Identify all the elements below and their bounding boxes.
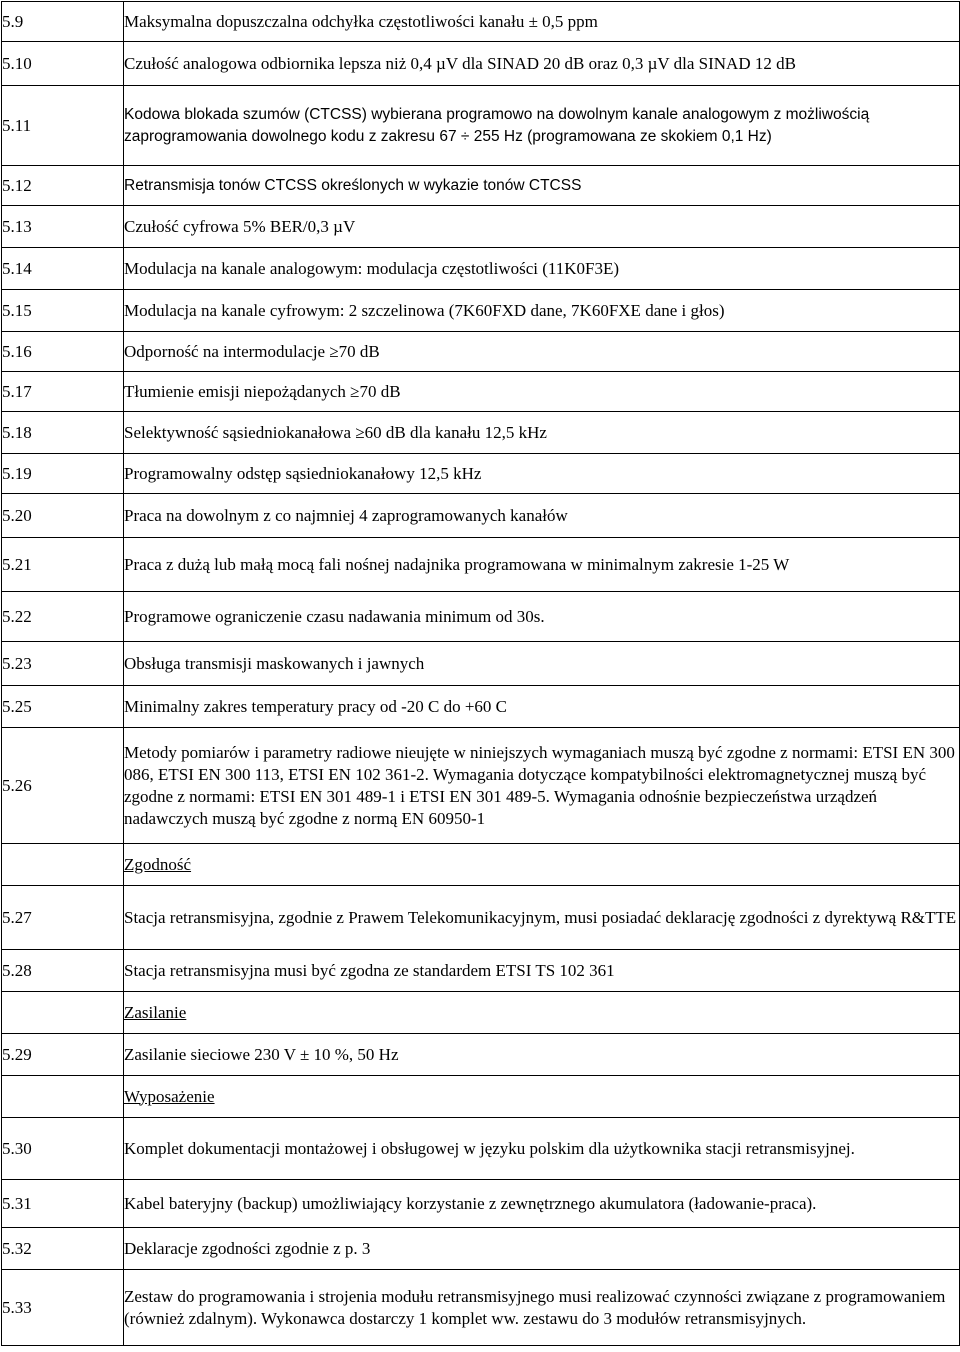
section-heading: Wyposażenie [124,1076,960,1118]
row-text: Odporność na intermodulacje ≥70 dB [124,332,960,372]
row-number: 5.21 [2,538,124,592]
section-heading: Zgodność [124,844,960,886]
row-text: Tłumienie emisji niepożądanych ≥70 dB [124,372,960,412]
table-row [2,372,960,412]
row-number: 5.32 [2,1228,124,1270]
row-text: Deklaracje zgodności zgodnie z p. 3 [124,1228,960,1270]
table-row [2,686,960,728]
row-text: Praca na dowolnym z co najmniej 4 zaprogramowanych kanałów [124,494,960,538]
row-text: Zestaw do programowania i strojenia modułu retransmisyjnego musi realizować czynności związane z programowaniem (również zdalnym). Wykonawca dostarczy 1 komplet ww. zestawu do 3 modułów retransmisyjnych. [124,1270,960,1346]
row-number: 5.29 [2,1034,124,1076]
table-row [2,1034,960,1076]
table-row [2,166,960,206]
row-text: Selektywność sąsiedniokanałowa ≥60 dB dla kanału 12,5 kHz [124,412,960,454]
row-number: 5.18 [2,412,124,454]
row-text: Kodowa blokada szumów (CTCSS) wybierana programowo na dowolnym kanale analogowym z możliwością zaprogramowania dowolnego kodu z zakresu 67 ÷ 255 Hz (programowana ze skokiem 0,1 Hz) [124,86,960,166]
row-text: Metody pomiarów i parametry radiowe nieujęte w niniejszych wymaganiach muszą być zgodne z normami: ETSI EN 300 086, ETSI EN 300 113, ETSI EN 102 361-2. Wymagania dotyczące kompatybilności elektromagnetycznej muszą być zgodne z normami: ETSI EN 301 489-1 i ETSI EN 301 489-5. Wymagania odnośnie bezpieczeństwa urządzeń nadawczych muszą być zgodne z normą EN 60950-1 [124,728,960,844]
table-row [2,950,960,992]
row-number: 5.19 [2,454,124,494]
table-row [2,86,960,166]
row-text: Zasilanie sieciowe 230 V ± 10 %, 50 Hz [124,1034,960,1076]
table-row [2,412,960,454]
row-number: 5.16 [2,332,124,372]
table-row [2,2,960,42]
table-row [2,290,960,332]
table-row [2,538,960,592]
section-row [2,1076,960,1118]
row-text: Minimalny zakres temperatury pracy od -20 C do +60 C [124,686,960,728]
specification-table [1,1,960,1346]
row-number: 5.15 [2,290,124,332]
row-text: Stacja retransmisyjna musi być zgodna ze standardem ETSI TS 102 361 [124,950,960,992]
row-number: 5.17 [2,372,124,412]
row-text: Komplet dokumentacji montażowej i obsługowej w języku polskim dla użytkownika stacji retransmisyjnej. [124,1118,960,1180]
section-heading: Zasilanie [124,992,960,1034]
row-number: 5.14 [2,248,124,290]
row-text: Stacja retransmisyjna, zgodnie z Prawem Telekomunikacyjnym, musi posiadać deklarację zgodności z dyrektywą R&TTE [124,886,960,950]
section-row [2,844,960,886]
row-text: Maksymalna dopuszczalna odchyłka częstotliwości kanału ± 0,5 ppm [124,2,960,42]
table-row [2,642,960,686]
table-row [2,454,960,494]
row-number: 5.30 [2,1118,124,1180]
row-text: Programowe ograniczenie czasu nadawania minimum od 30s. [124,592,960,642]
table-row [2,886,960,950]
table-row [2,728,960,844]
row-text: Programowalny odstęp sąsiedniokanałowy 12,5 kHz [124,454,960,494]
row-number: 5.10 [2,42,124,86]
table-row [2,248,960,290]
row-number: 5.9 [2,2,124,42]
row-number: 5.26 [2,728,124,844]
table-row [2,1228,960,1270]
row-number: 5.28 [2,950,124,992]
row-number: 5.27 [2,886,124,950]
table-row [2,1270,960,1346]
row-text: Retransmisja tonów CTCSS określonych w wykazie tonów CTCSS [124,166,960,206]
row-number: 5.23 [2,642,124,686]
row-number: 5.11 [2,86,124,166]
row-text: Czułość analogowa odbiornika lepsza niż 0,4 µV dla SINAD 20 dB oraz 0,3 µV dla SINAD 12 dB [124,42,960,86]
row-number: 5.22 [2,592,124,642]
section-row [2,992,960,1034]
table-row [2,206,960,248]
row-number: 5.31 [2,1180,124,1228]
table-row [2,494,960,538]
table-row [2,332,960,372]
row-text: Modulacja na kanale cyfrowym: 2 szczelinowa (7K60FXD dane, 7K60FXE dane i głos) [124,290,960,332]
row-number: 5.13 [2,206,124,248]
row-text: Modulacja na kanale analogowym: modulacja częstotliwości (11K0F3E) [124,248,960,290]
table-row [2,42,960,86]
row-text: Obsługa transmisji maskowanych i jawnych [124,642,960,686]
row-text: Praca z dużą lub małą mocą fali nośnej nadajnika programowana w minimalnym zakresie 1-25 W [124,538,960,592]
row-number: 5.33 [2,1270,124,1346]
table-row [2,592,960,642]
row-number: 5.25 [2,686,124,728]
table-row [2,1180,960,1228]
row-number: 5.20 [2,494,124,538]
row-number: 5.12 [2,166,124,206]
row-text: Czułość cyfrowa 5% BER/0,3 µV [124,206,960,248]
table-row [2,1118,960,1180]
row-text: Kabel bateryjny (backup) umożliwiający korzystanie z zewnętrznego akumulatora (ładowanie-praca). [124,1180,960,1228]
